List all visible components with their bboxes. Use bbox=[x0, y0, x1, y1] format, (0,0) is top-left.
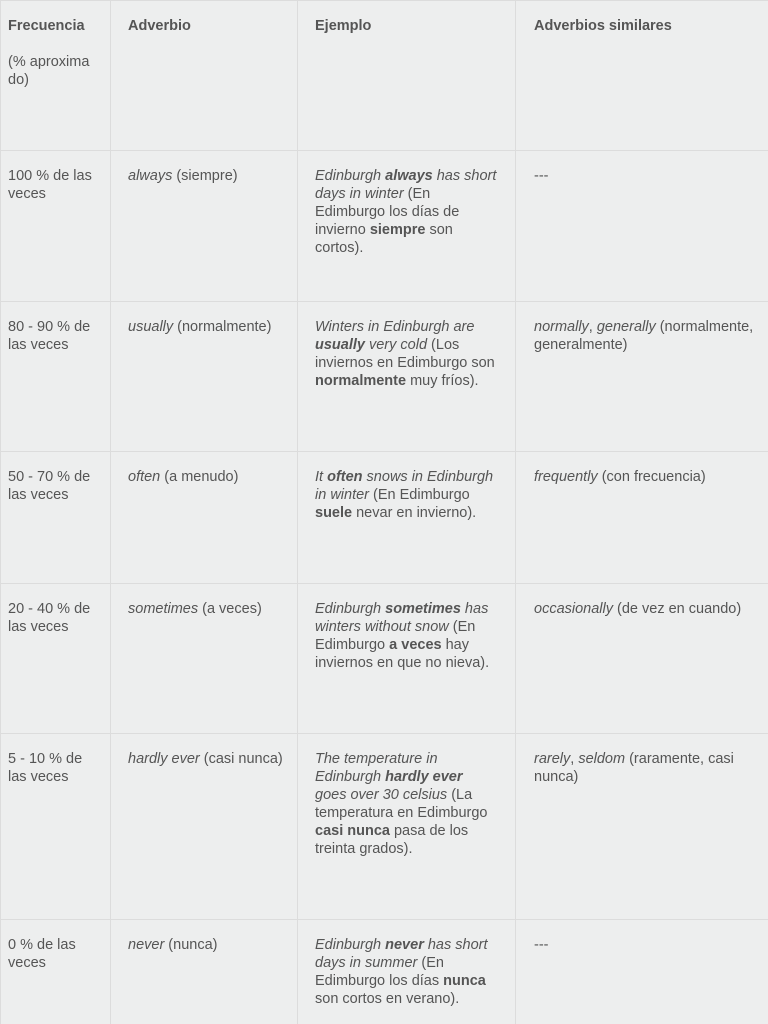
example-es-pre: (La temperatura en Edimburgo bbox=[315, 787, 488, 821]
example-en-pre: It bbox=[315, 469, 328, 485]
table-row bbox=[1, 734, 768, 920]
frequency-cell: 5 - 10 % de las veces bbox=[1, 734, 111, 920]
example-en-pre: Winters in Edinburgh are bbox=[315, 319, 475, 335]
adverb-cell bbox=[111, 151, 298, 302]
example-en-adverb: usually bbox=[315, 337, 365, 353]
frequency-cell: 100 % de las veces bbox=[1, 151, 111, 302]
frequency-cell: 20 - 40 % de las veces bbox=[1, 584, 111, 734]
example-en-post: goes over 30 celsius bbox=[315, 787, 448, 803]
example-es-adverb: nunca bbox=[443, 973, 486, 989]
frequency-cell: 80 - 90 % de las veces bbox=[1, 302, 111, 452]
similar-cell bbox=[516, 452, 768, 584]
example-en-pre: The temperature in Edinburgh bbox=[315, 751, 438, 785]
table-row bbox=[1, 302, 768, 452]
adverb-cell bbox=[111, 920, 298, 1024]
adverb-term: always bbox=[128, 168, 173, 184]
similar-translation: (normalmente, generalmente) bbox=[534, 319, 754, 353]
example-en-adverb: always bbox=[385, 168, 433, 184]
adverb-cell bbox=[111, 584, 298, 734]
example-es-adverb: casi nunca bbox=[315, 823, 390, 839]
similar-separator: , bbox=[570, 751, 579, 767]
table-row bbox=[1, 920, 768, 1024]
example-es-pre: (En Edimburgo los días de invierno bbox=[315, 186, 460, 238]
example-es-adverb: siempre bbox=[369, 222, 426, 238]
example-en-post: snows in Edinburgh in winter bbox=[315, 469, 494, 503]
example-es-adverb: normalmente bbox=[315, 373, 407, 389]
example-es-pre: (Los inviernos en Edimburgo son bbox=[315, 337, 495, 371]
adverb-translation: (normalmente) bbox=[173, 319, 272, 335]
example-en-adverb: often bbox=[327, 469, 363, 485]
similar-adverb-1: --- bbox=[534, 168, 549, 184]
example-en bbox=[315, 937, 488, 971]
example-en-post: very cold bbox=[364, 337, 428, 353]
similar-cell bbox=[516, 302, 768, 452]
similar-translation: (con frecuencia) bbox=[597, 469, 706, 485]
adverb-term: never bbox=[128, 937, 165, 953]
example-es-post: muy fríos). bbox=[406, 373, 479, 389]
adverb-cell bbox=[111, 734, 298, 920]
adverb-term: sometimes bbox=[128, 601, 199, 617]
adverb-translation: (a veces) bbox=[198, 601, 262, 617]
example-en-adverb: never bbox=[385, 937, 424, 953]
similar-cell bbox=[516, 734, 768, 920]
table-row bbox=[1, 452, 768, 584]
table-header-row bbox=[1, 1, 768, 151]
header-example: Ejemplo bbox=[298, 1, 516, 151]
similar-translation: (de vez en cuando) bbox=[613, 601, 742, 617]
frequency-cell: 50 - 70 % de las veces bbox=[1, 452, 111, 584]
adverb-translation: (casi nunca) bbox=[199, 751, 283, 767]
example-cell bbox=[298, 151, 516, 302]
adverb-cell bbox=[111, 452, 298, 584]
adverb-cell bbox=[111, 302, 298, 452]
example-es-post: hay inviernos en que no nieva). bbox=[315, 637, 490, 671]
similar-adverb-2: seldom bbox=[578, 751, 626, 767]
example-cell bbox=[298, 920, 516, 1024]
example-es-post: nevar en invierno). bbox=[352, 505, 477, 521]
header-adverb: Adverbio bbox=[111, 1, 298, 151]
example-en-pre: Edinburgh bbox=[315, 937, 386, 953]
similar-adverb-1: occasionally bbox=[534, 601, 613, 617]
frequency-cell: 0 % de las veces bbox=[1, 920, 111, 1024]
similar-adverb-2: generally bbox=[596, 319, 656, 335]
example-es-post: pasa de los treinta grados). bbox=[315, 823, 469, 857]
example-en-pre: Edinburgh bbox=[315, 601, 386, 617]
adverb-term: hardly ever bbox=[128, 751, 200, 767]
similar-adverb-1: frequently bbox=[534, 469, 598, 485]
example-en bbox=[315, 751, 463, 803]
header-frequency-sub: (% aproximado) bbox=[8, 54, 90, 88]
header-frequency-label: Frecuencia bbox=[8, 18, 85, 34]
example-cell bbox=[298, 734, 516, 920]
example-es-post: son cortos en verano). bbox=[315, 991, 460, 1007]
table-row bbox=[1, 584, 768, 734]
similar-adverb-1: normally bbox=[534, 319, 589, 335]
similar-translation: (raramente, casi nunca) bbox=[534, 751, 734, 785]
table-row bbox=[1, 151, 768, 302]
example-en-post: has winters without snow bbox=[315, 601, 489, 635]
example-en-pre: Edinburgh bbox=[315, 168, 386, 184]
example-es-pre: (En Edimburgo bbox=[369, 487, 470, 503]
example-es-adverb: suele bbox=[315, 505, 353, 521]
example-en-adverb: hardly ever bbox=[385, 769, 463, 785]
adverb-term: usually bbox=[128, 319, 174, 335]
adverb-translation: (a menudo) bbox=[160, 469, 239, 485]
similar-cell bbox=[516, 920, 768, 1024]
header-similar: Adverbios similares bbox=[516, 1, 768, 151]
example-cell bbox=[298, 302, 516, 452]
adverb-translation: (siempre) bbox=[172, 168, 238, 184]
header-frequency bbox=[1, 1, 111, 151]
example-es-adverb: a veces bbox=[389, 637, 442, 653]
similar-adverb-1: --- bbox=[534, 937, 549, 953]
adverb-term: often bbox=[128, 469, 161, 485]
similar-cell bbox=[516, 584, 768, 734]
example-es-pre: (En Edimburgo bbox=[315, 619, 476, 653]
example-cell bbox=[298, 584, 516, 734]
example-es-pre: (En Edimburgo los días bbox=[315, 955, 444, 989]
example-es-post: son cortos). bbox=[315, 222, 453, 256]
example-cell bbox=[298, 452, 516, 584]
example-en-post: has short days in summer bbox=[315, 937, 488, 971]
example-en-adverb: sometimes bbox=[385, 601, 461, 617]
example-en-post: has short days in winter bbox=[315, 168, 497, 202]
similar-cell bbox=[516, 151, 768, 302]
similar-adverb-1: rarely bbox=[534, 751, 571, 767]
adverb-translation: (nunca) bbox=[164, 937, 218, 953]
similar-separator: , bbox=[588, 319, 597, 335]
